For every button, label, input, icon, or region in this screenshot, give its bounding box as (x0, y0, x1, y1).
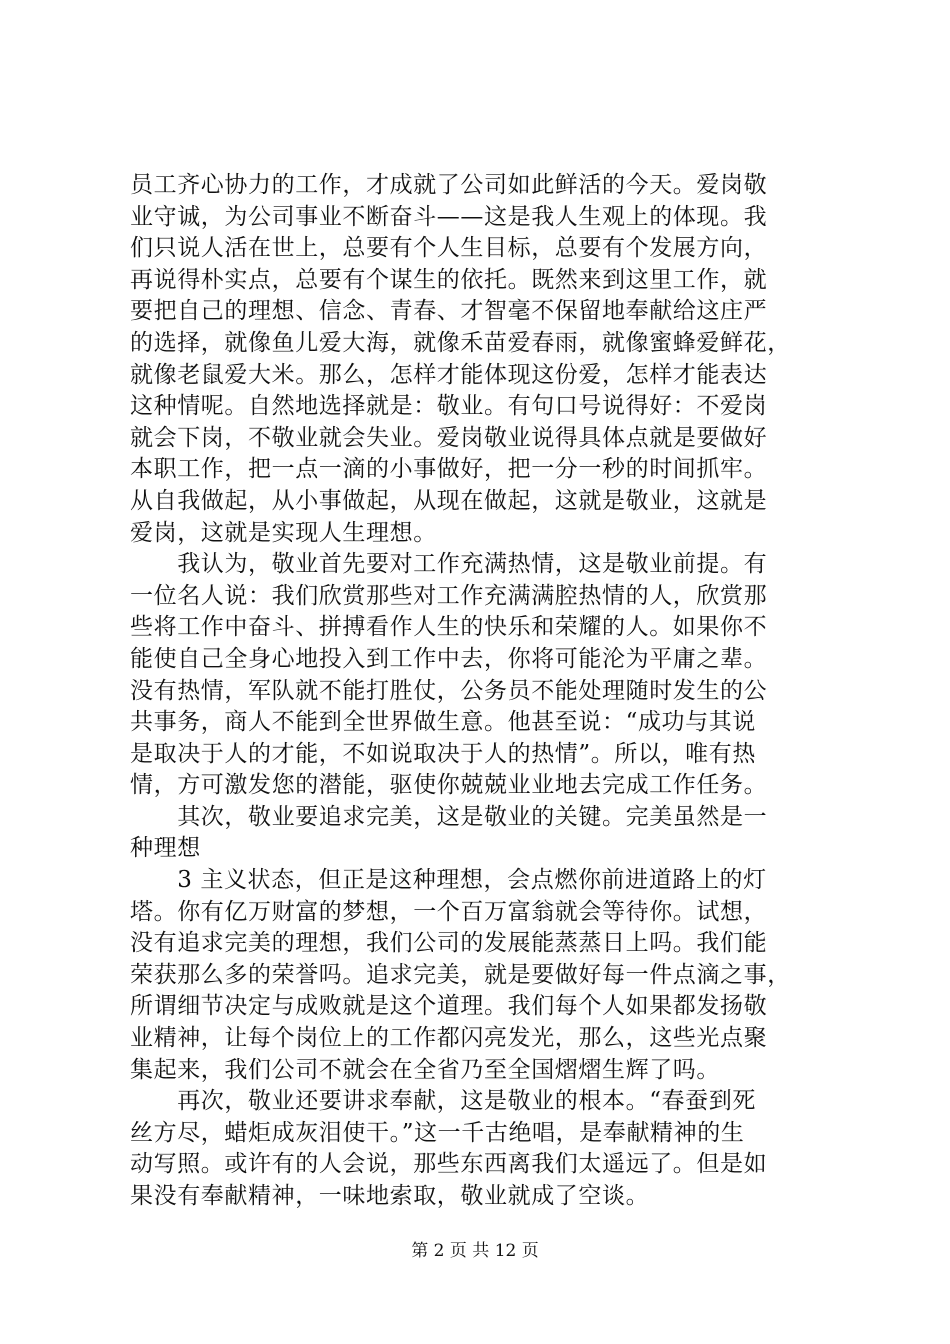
text-line: 业精神，让每个岗位上的工作都闪亮发光，那么，这些光点聚 (130, 1025, 768, 1052)
text-line: 没有热情，军队就不能打胜仗，公务员不能处理随时发生的公 (130, 677, 768, 704)
body-text (130, 170, 830, 1213)
text-line: 的选择，就像鱼儿爱大海，就像禾苗爱春雨，就像蜜蜂爱鲜花， (130, 329, 791, 356)
text-line: 一位名人说：我们欣赏那些对工作充满满腔热情的人，欣赏那 (130, 582, 768, 609)
text-line: 们只说人活在世上，总要有个人生目标，总要有个发展方向， (130, 235, 768, 262)
text-line: 3 主义状态，但正是这种理想，会点燃你前进道路上的灯 (130, 867, 767, 894)
text-line: 所谓细节决定与成败就是这个道理。我们每个人如果都发扬敬 (130, 993, 768, 1020)
text-line: 塔。你有亿万财富的梦想，一个百万富翁就会等待你。试想， (130, 898, 768, 925)
text-line: 丝方尽，蜡炬成灰泪使干。”这一千古绝唱，是奉献精神的生 (130, 1119, 745, 1146)
text-line: 种理想 (130, 835, 201, 862)
text-line: 些将工作中奋斗、拼搏看作人生的快乐和荣耀的人。如果你不 (130, 614, 768, 641)
text-line: 就像老鼠爱大米。那么，怎样才能体现这份爱，怎样才能表达 (130, 361, 768, 388)
text-line: 能使自己全身心地投入到工作中去，你将可能沦为平庸之辈。 (130, 645, 768, 672)
text-line: 业守诚，为公司事业不断奋斗——这是我人生观上的体现。我 (130, 203, 768, 230)
text-line: 果没有奉献精神，一味地索取，敬业就成了空谈。 (130, 1183, 650, 1209)
text-line: 就会下岗，不敬业就会失业。爱岗敬业说得具体点就是要做好 (130, 424, 768, 451)
text-line: 再次，敬业还要讲求奉献，这是敬业的根本。“春蚕到死 (130, 1088, 756, 1115)
text-line: 是取决于人的才能，不如说取决于人的热情”。所以，唯有热 (130, 740, 756, 767)
text-line: 员工齐心协力的工作，才成就了公司如此鲜活的今天。爱岗敬 (130, 172, 768, 198)
page-number-footer: 第 2 页 共 12 页 (411, 1241, 539, 1261)
text-line: 再说得朴实点，总要有个谋生的依托。既然来到这里工作，就 (130, 266, 768, 293)
text-line: 我认为，敬业首先要对工作充满热情，这是敬业前提。有 (130, 551, 768, 578)
text-line: 动写照。或许有的人会说，那些东西离我们太遥远了。但是如 (130, 1151, 768, 1178)
text-line: 共事务，商人不能到全世界做生意。他甚至说：“成功与其说 (130, 709, 756, 736)
text-line: 从自我做起，从小事做起，从现在做起，这就是敬业，这就是 (130, 487, 768, 514)
text-line: 其次，敬业要追求完美，这是敬业的关键。完美虽然是一 (130, 803, 768, 830)
text-line: 情，方可激发您的潜能，驱使你兢兢业业地去完成工作任务。 (130, 772, 768, 799)
text-line: 这种情呢。自然地选择就是：敬业。有句口号说得好：不爱岗 (130, 393, 768, 420)
text-line: 集起来，我们公司不就会在全省乃至全国熠熠生辉了吗。 (130, 1056, 720, 1083)
text-line: 荣获那么多的荣誉吗。追求完美，就是要做好每一件点滴之事， (130, 961, 791, 988)
text-line: 没有追求完美的理想，我们公司的发展能蒸蒸日上吗。我们能 (130, 930, 768, 957)
text-line: 爱岗，这就是实现人生理想。 (130, 519, 437, 546)
text-line: 要把自己的理想、信念、青春、才智毫不保留地奉献给这庄严 (130, 298, 768, 325)
text-line: 本职工作，把一点一滴的小事做好，把一分一秒的时间抓牢。 (130, 456, 768, 483)
